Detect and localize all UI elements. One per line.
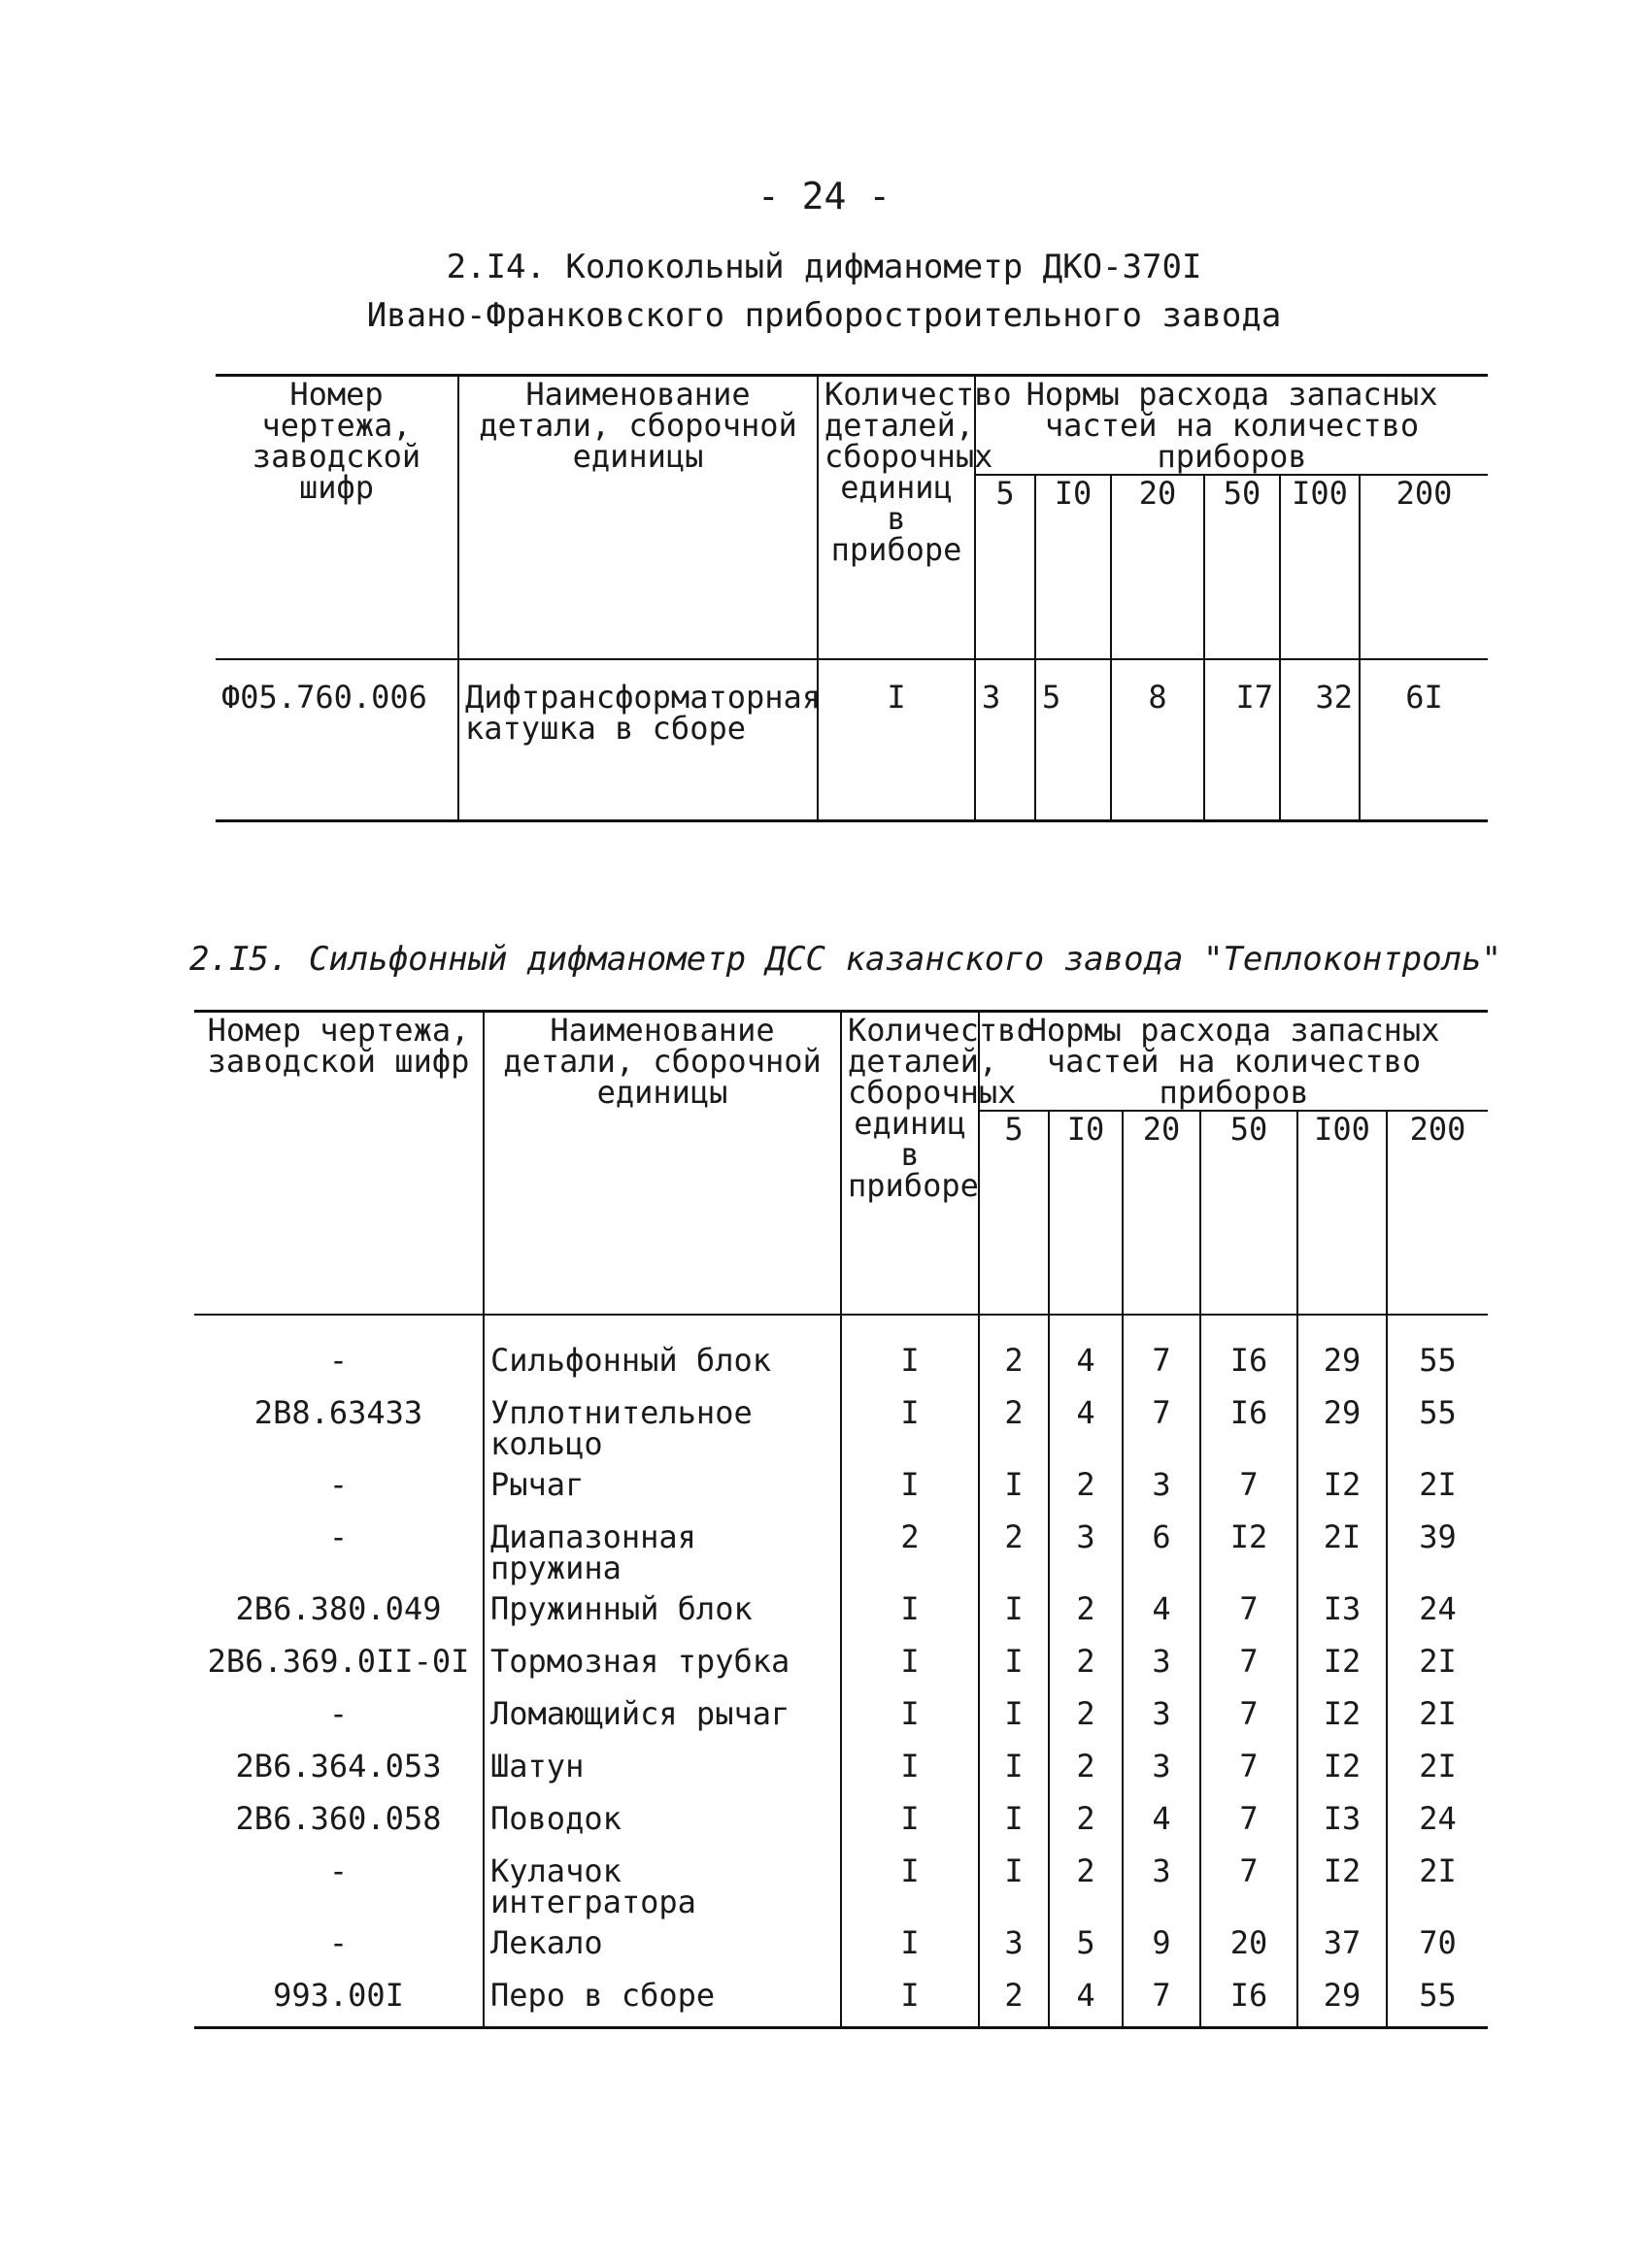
cell-drawing-number: 2В8.63433 (194, 1391, 484, 1463)
cell-norm-100: I3 (1297, 1587, 1387, 1640)
cell-quantity: I (841, 1692, 979, 1745)
table-row (194, 1315, 1488, 1391)
cell-drawing-number: - (194, 1315, 484, 1391)
header-quantity: Количество деталей, сборочных единиц в приборе (818, 376, 975, 660)
cell-norm-10: 2 (1049, 1640, 1123, 1692)
cell-norm-100: 2I (1297, 1516, 1387, 1587)
cell-norm-100: 29 (1297, 1974, 1387, 2028)
header-count-20: 20 (1111, 475, 1204, 659)
cell-norm-50: I6 (1200, 1315, 1297, 1391)
cell-norm-10: 2 (1049, 1463, 1123, 1516)
cell-drawing-number: 993.00I (194, 1974, 484, 2028)
cell-norm-5: I (979, 1640, 1049, 1692)
header-drawing-number: Номер чертежа, заводской шифр (216, 376, 458, 660)
cell-norm-5: I (979, 1797, 1049, 1850)
cell-norm-5: 3 (979, 1921, 1049, 1974)
cell-norm-50: 7 (1200, 1850, 1297, 1921)
cell-norm-100: I2 (1297, 1745, 1387, 1797)
table-row (194, 1921, 1488, 1974)
header-count-200: 200 (1360, 475, 1488, 659)
cell-norm-100: 29 (1297, 1315, 1387, 1391)
cell-quantity: I (841, 1745, 979, 1797)
header-consumption-norms: Нормы расхода запасных частей на количество приборов (979, 1012, 1488, 1112)
cell-norm-20: 3 (1123, 1640, 1200, 1692)
page-number: - 24 - (757, 175, 891, 217)
cell-quantity: I (841, 1974, 979, 2028)
cell-part-name: Диапазонная пружина (484, 1516, 841, 1587)
section-title-line-1: 2.I4. Колокольный дифманометр ДКО-370I (446, 248, 1202, 286)
header-count-200: 200 (1387, 1111, 1488, 1315)
cell-part-name: Ломающийся рычаг (484, 1692, 841, 1745)
cell-norm-200: 24 (1419, 1800, 1457, 1837)
cell-norm-20: 3 (1123, 1692, 1200, 1745)
table-row (194, 1516, 1488, 1587)
cell-drawing-number: - (194, 1692, 484, 1745)
section-title-2-15: 2.I5. Сильфонный дифманометр ДСС казанского завода "Теплоконтроль" (189, 940, 1502, 979)
cell-norm-20: 4 (1123, 1587, 1200, 1640)
cell-part-name: Дифтрансформаторная катушка в сборе (458, 659, 818, 821)
section-title-2-14 (0, 243, 1648, 340)
cell-quantity: 2 (841, 1516, 979, 1587)
cell-norm-50: 7 (1200, 1640, 1297, 1692)
spare-parts-table-2-15 (194, 1010, 1488, 2029)
cell-norm-20: 7 (1123, 1974, 1200, 2028)
cell-drawing-number: - (194, 1463, 484, 1516)
cell-norm-200: 55 (1419, 1977, 1457, 2014)
table-row (216, 659, 1488, 821)
cell-drawing-number: 2В6.364.053 (194, 1745, 484, 1797)
cell-norm-50: I2 (1200, 1516, 1297, 1587)
header-part-name: Наименование детали, сборочной единицы (458, 376, 818, 660)
cell-norm-5: I (979, 1745, 1049, 1797)
table-row (194, 1640, 1488, 1692)
cell-norm-10: 2 (1049, 1797, 1123, 1850)
cell-norm-200: 39 (1419, 1518, 1457, 1555)
table-row (194, 1797, 1488, 1850)
cell-norm-50: 7 (1200, 1587, 1297, 1640)
cell-norm-5: I (979, 1692, 1049, 1745)
header-part-name: Наименование детали, сборочной единицы (484, 1012, 841, 1316)
table-row (194, 1745, 1488, 1797)
cell-quantity: I (841, 1640, 979, 1692)
table-row (194, 1692, 1488, 1745)
cell-norm-50: 20 (1200, 1921, 1297, 1974)
header-count-50: 50 (1200, 1111, 1297, 1315)
cell-quantity: I (841, 1850, 979, 1921)
cell-quantity: I (841, 1391, 979, 1463)
cell-norm-100: I2 (1297, 1850, 1387, 1921)
cell-drawing-number: - (194, 1921, 484, 1974)
cell-norm-200: 70 (1419, 1924, 1457, 1961)
cell-norm-5: 3 (975, 659, 1035, 821)
cell-part-name: Шатун (484, 1745, 841, 1797)
cell-norm-10: 2 (1049, 1850, 1123, 1921)
cell-norm-20: 3 (1123, 1850, 1200, 1921)
cell-norm-20: 7 (1123, 1315, 1200, 1391)
cell-norm-200: 2I (1419, 1466, 1457, 1503)
cell-quantity: I (818, 659, 975, 821)
cell-quantity: I (841, 1315, 979, 1391)
cell-drawing-number: 2В6.380.049 (194, 1587, 484, 1640)
cell-norm-100: I3 (1297, 1797, 1387, 1850)
cell-norm-200: 55 (1419, 1394, 1457, 1431)
cell-norm-10: 4 (1049, 1315, 1123, 1391)
header-count-5: 5 (979, 1111, 1049, 1315)
table-row (194, 1463, 1488, 1516)
cell-norm-5: 2 (979, 1516, 1049, 1587)
cell-norm-5: 2 (979, 1391, 1049, 1463)
table-row (194, 1974, 1488, 2028)
header-count-10: I0 (1035, 475, 1111, 659)
cell-quantity: I (841, 1921, 979, 1974)
cell-norm-20: 3 (1123, 1463, 1200, 1516)
cell-norm-10: 2 (1049, 1745, 1123, 1797)
header-consumption-norms: Нормы расхода запасных частей на количество приборов (975, 376, 1488, 476)
cell-norm-10: 2 (1049, 1587, 1123, 1640)
cell-part-name: Перо в сборе (484, 1974, 841, 2028)
cell-norm-5: 2 (979, 1315, 1049, 1391)
cell-norm-10: 5 (1035, 659, 1111, 821)
cell-drawing-number: - (194, 1516, 484, 1587)
cell-drawing-number: 2В6.369.0II-0I (194, 1640, 484, 1692)
cell-quantity: I (841, 1797, 979, 1850)
header-count-10: I0 (1049, 1111, 1123, 1315)
cell-norm-20: 8 (1111, 659, 1204, 821)
cell-norm-200: 55 (1419, 1342, 1457, 1379)
cell-drawing-number: 2В6.360.058 (194, 1797, 484, 1850)
cell-norm-50: 7 (1200, 1797, 1297, 1850)
cell-norm-20: 9 (1123, 1921, 1200, 1974)
cell-part-name: Поводок (484, 1797, 841, 1850)
cell-quantity: I (841, 1463, 979, 1516)
cell-norm-200: 6I (1405, 679, 1443, 716)
cell-quantity: I (841, 1587, 979, 1640)
section-title-line-2: Ивано-Франковского приборостроительного завода (366, 296, 1282, 335)
cell-part-name: Кулачок интегратора (484, 1850, 841, 1921)
cell-norm-100: 29 (1297, 1391, 1387, 1463)
table-row (194, 1587, 1488, 1640)
cell-norm-100: 37 (1297, 1921, 1387, 1974)
cell-norm-10: 4 (1049, 1974, 1123, 2028)
cell-norm-50: I6 (1200, 1974, 1297, 2028)
cell-norm-10: 2 (1049, 1692, 1123, 1745)
cell-drawing-number: - (194, 1850, 484, 1921)
header-drawing-number: Номер чертежа, заводской шифр (194, 1012, 484, 1316)
cell-norm-20: 6 (1123, 1516, 1200, 1587)
cell-norm-200: 2I (1419, 1695, 1457, 1732)
cell-part-name: Сильфонный блок (484, 1315, 841, 1391)
cell-norm-20: 4 (1123, 1797, 1200, 1850)
cell-norm-5: I (979, 1463, 1049, 1516)
header-count-100: I00 (1297, 1111, 1387, 1315)
table-row (194, 1850, 1488, 1921)
cell-norm-5: I (979, 1850, 1049, 1921)
cell-norm-50: 7 (1200, 1745, 1297, 1797)
cell-norm-200: 2I (1419, 1643, 1457, 1680)
cell-norm-200: 2I (1419, 1748, 1457, 1784)
cell-norm-50: I6 (1200, 1391, 1297, 1463)
cell-norm-100: I2 (1297, 1463, 1387, 1516)
cell-norm-10: 3 (1049, 1516, 1123, 1587)
header-quantity: Количество деталей, сборочных единиц в приборе (841, 1012, 979, 1316)
cell-norm-50: 7 (1200, 1692, 1297, 1745)
cell-norm-10: 5 (1049, 1921, 1123, 1974)
spare-parts-table-2-14 (216, 374, 1488, 822)
header-count-100: I00 (1280, 475, 1360, 659)
cell-norm-5: I (979, 1587, 1049, 1640)
cell-norm-50: 7 (1200, 1463, 1297, 1516)
header-count-20: 20 (1123, 1111, 1200, 1315)
cell-part-name: Тормозная трубка (484, 1640, 841, 1692)
header-count-50: 50 (1204, 475, 1280, 659)
cell-norm-200: 2I (1419, 1852, 1457, 1889)
header-count-5: 5 (975, 475, 1035, 659)
cell-norm-200: 24 (1419, 1590, 1457, 1627)
table-row (194, 1391, 1488, 1463)
cell-part-name: Пружинный блок (484, 1587, 841, 1640)
cell-norm-100: 32 (1280, 659, 1360, 821)
cell-norm-20: 3 (1123, 1745, 1200, 1797)
cell-part-name: Рычаг (484, 1463, 841, 1516)
cell-norm-5: 2 (979, 1974, 1049, 2028)
cell-norm-20: 7 (1123, 1391, 1200, 1463)
cell-norm-50: I7 (1204, 659, 1280, 821)
cell-norm-10: 4 (1049, 1391, 1123, 1463)
cell-norm-100: I2 (1297, 1692, 1387, 1745)
cell-part-name: Уплотнительное кольцо (484, 1391, 841, 1463)
cell-part-name: Лекало (484, 1921, 841, 1974)
cell-norm-100: I2 (1297, 1640, 1387, 1692)
cell-drawing-number: Ф05.760.006 (216, 659, 458, 821)
